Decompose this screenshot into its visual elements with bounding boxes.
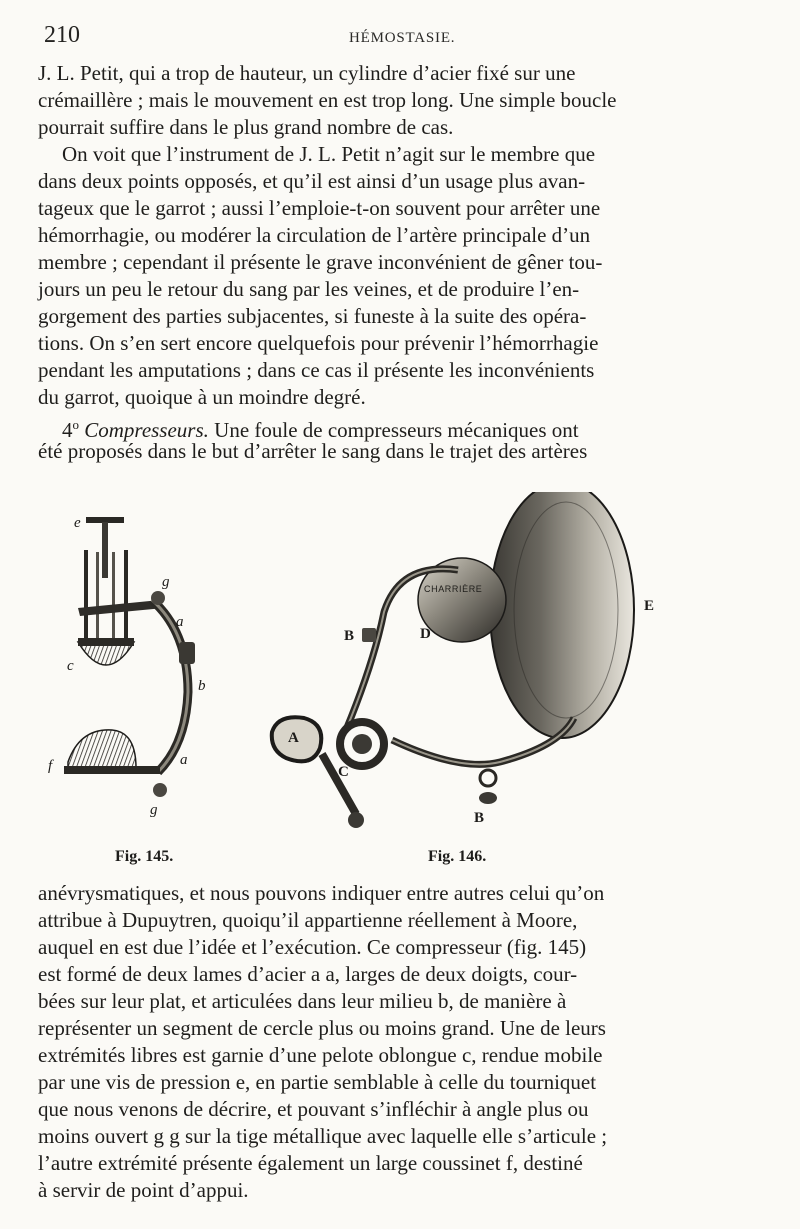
figure-caption-146: Fig. 146. <box>428 848 487 865</box>
fig145-label-b: b <box>198 678 206 694</box>
text-line: hémorrhagie, ou modérer la circulation de l’artère principale d’un <box>38 223 591 247</box>
fig145-label-g-top: g <box>162 574 170 590</box>
text-line: est formé de deux lames d’acier a a, larges de deux doigts, cour- <box>38 962 578 986</box>
body-text-bottom <box>38 880 666 1204</box>
fig146-label-B-bottom: B <box>474 810 485 826</box>
text-line: gorgement des parties subjacentes, si funeste à la suite des opéra- <box>38 304 587 328</box>
text-line: par une vis de pression e, en partie semblable à celle du tourniquet <box>38 1070 597 1094</box>
text-line: membre ; cependant il présente le grave inconvénient de gêner tou- <box>38 250 603 274</box>
text-line: pourrait suffire dans le plus grand nombre de cas. <box>38 115 454 139</box>
fig146-label-B-left: B <box>344 628 355 644</box>
text-line: crémaillère ; mais le mouvement en est trop long. Une simple boucle <box>38 88 617 112</box>
fig145-label-a-top: a <box>176 614 184 630</box>
running-head <box>44 22 776 54</box>
body-text-top <box>38 60 666 465</box>
fig146-maker-stamp: CHARRIÈRE <box>424 584 483 594</box>
fig146-label-C: C <box>338 764 349 780</box>
text-line: pendant les amputations ; dans ce cas il présente les inconvénients <box>38 358 595 382</box>
fig145-label-f: f <box>48 758 53 774</box>
fig146-drawing <box>272 492 634 828</box>
fig146-label-E: E <box>644 598 655 614</box>
text-line: J. L. Petit, qui a trop de hauteur, un cylindre d’acier fixé sur une <box>38 61 576 85</box>
fig145-label-c: c <box>67 658 74 674</box>
text-line: que nous venons de décrire, et pouvant s’infléchir à angle plus ou <box>38 1097 589 1121</box>
figure-caption-145: Fig. 145. <box>115 848 174 865</box>
text-line: extrémités libres est garnie d’une pelote oblongue c, rendue mobile <box>38 1043 603 1067</box>
page-number: 210 <box>44 22 80 48</box>
fig145-drawing <box>64 517 195 797</box>
section-line-rest: Une foule de compresseurs mécaniques ont <box>208 418 579 442</box>
text-line: été proposés dans le but d’arrêter le sang dans le trajet des artères <box>38 439 588 463</box>
figure-area <box>40 492 730 852</box>
figures-illustration <box>40 492 730 852</box>
text-line: tions. On s’en sert encore quelquefois pour prévenir l’hémorrhagie <box>38 331 599 355</box>
running-title: HÉMOSTASIE. <box>349 30 456 46</box>
text-line: à servir de point d’appui. <box>38 1178 249 1202</box>
section-ordinal: o <box>72 417 79 432</box>
text-line: moins ouvert g g sur la tige métallique avec laquelle elle s’articule ; <box>38 1124 608 1148</box>
text-line: bées sur leur plat, et articulées dans leur milieu b, de manière à <box>38 989 567 1013</box>
text-line: jours un peu le retour du sang par les veines, et de produire l’en- <box>38 277 580 301</box>
text-line: On voit que l’instrument de J. L. Petit n’agit sur le membre que <box>62 142 596 166</box>
section-title: Compresseurs. <box>84 418 209 442</box>
text-line: anévrysmatiques, et nous pouvons indiquer entre autres celui qu’on <box>38 881 605 905</box>
fig145-label-a-bottom: a <box>180 752 188 768</box>
text-line: l’autre extrémité présente également un large coussinet f, destiné <box>38 1151 583 1175</box>
text-line: dans deux points opposés, et qu’il est ainsi d’un usage plus avan- <box>38 169 586 193</box>
text-line: représenter un segment de cercle plus ou moins grand. Une de leurs <box>38 1016 606 1040</box>
fig146-label-D: D <box>420 626 431 642</box>
fig145-label-e: e <box>74 515 81 531</box>
section-number: 4 <box>62 418 73 442</box>
fig146-label-A: A <box>288 730 299 746</box>
text-line: auquel en est due l’idée et l’exécution. Ce compresseur (fig. 145) <box>38 935 587 959</box>
section-heading-line <box>38 411 666 442</box>
text-line: attribue à Dupuytren, quoiqu’il appartienne réellement à Moore, <box>38 908 578 932</box>
text-line: tageux que le garrot ; aussi l’emploie-t-on souvent pour arrêter une <box>38 196 601 220</box>
fig145-label-g-bottom: g <box>150 802 158 818</box>
text-line: du garrot, quoique à un moindre degré. <box>38 385 366 409</box>
